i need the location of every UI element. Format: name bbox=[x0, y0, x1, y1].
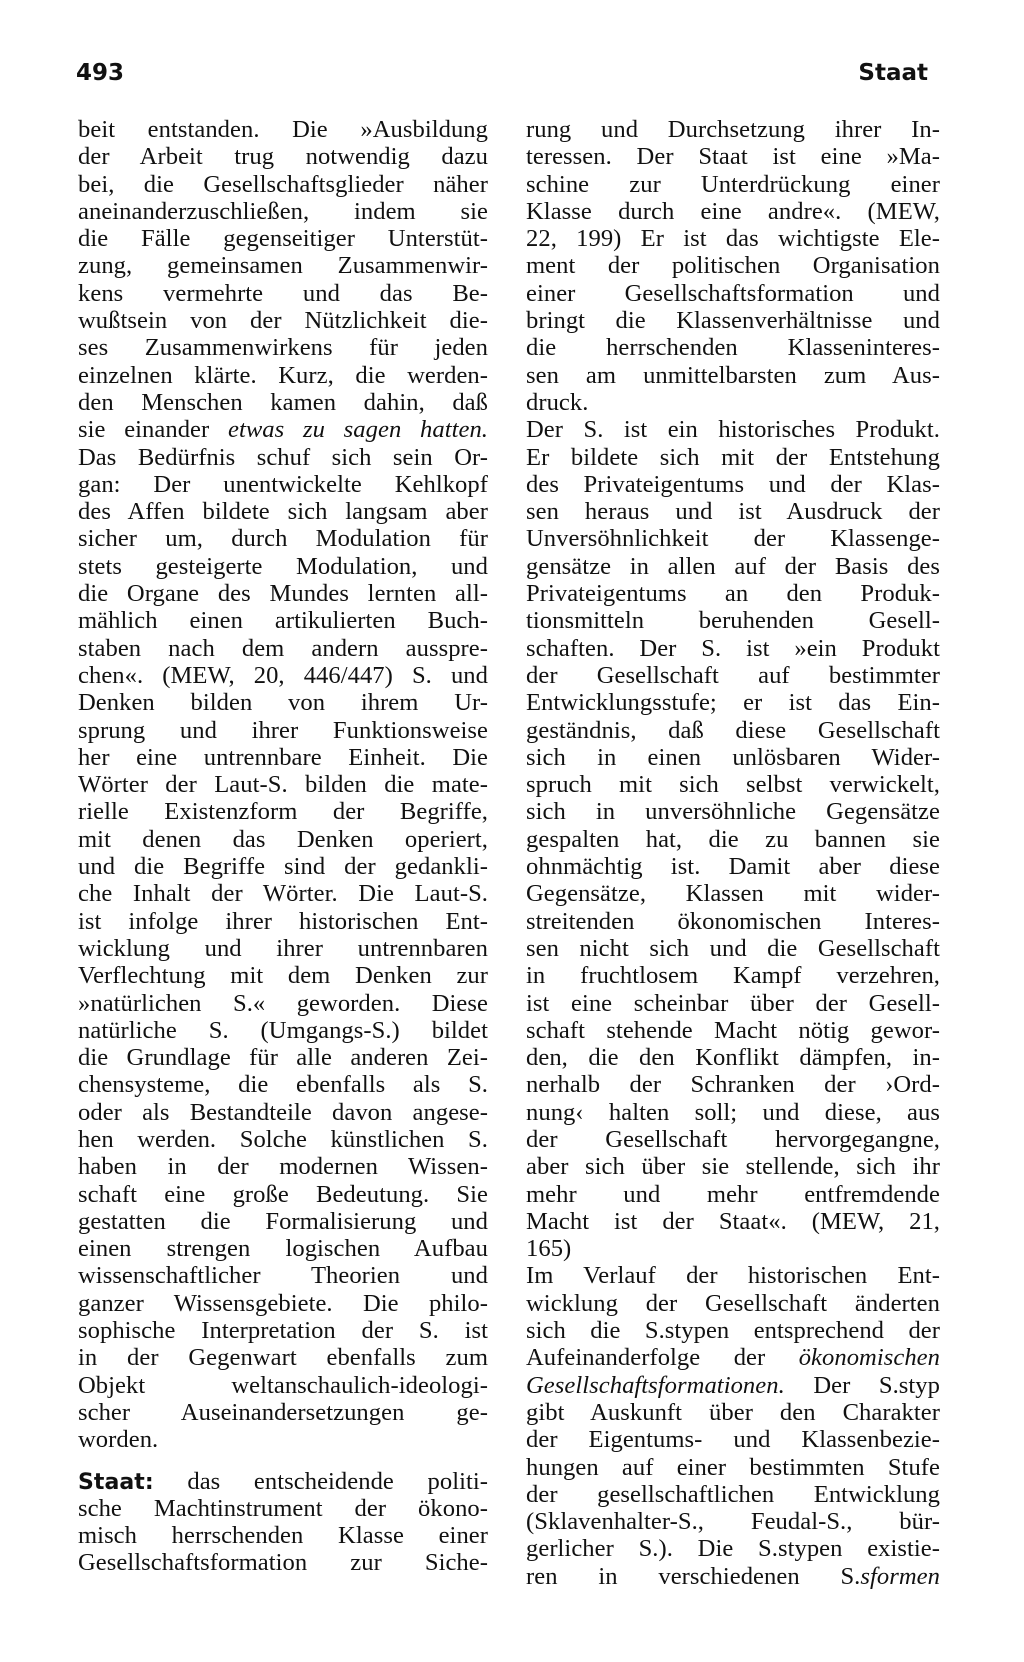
text-line bbox=[78, 525, 488, 552]
text-line bbox=[526, 225, 940, 252]
text-line bbox=[78, 1235, 488, 1262]
line-text: Gegensätze, Klassen mit wider- bbox=[526, 880, 940, 908]
line-text: die Fälle gegenseitiger Unterstüt- bbox=[78, 225, 488, 253]
right-column-text bbox=[526, 116, 940, 1590]
text-line bbox=[526, 1508, 940, 1535]
line-text: sie einander bbox=[78, 416, 210, 444]
line-text: geständnis, daß diese Gesellschaft bbox=[526, 716, 940, 744]
text-line bbox=[526, 471, 940, 498]
line-text: wicklung der Gesellschaft änderten bbox=[526, 1289, 940, 1317]
text-line bbox=[78, 908, 488, 935]
line-text: der gesellschaftlichen Entwicklung bbox=[526, 1480, 940, 1508]
right-column bbox=[526, 116, 940, 1590]
line-text: Klasse durch eine andre«. (MEW, bbox=[526, 197, 940, 225]
line-text: kens vermehrte und das Be- bbox=[78, 279, 488, 307]
line-text: Macht ist der Staat«. (MEW, 21, bbox=[526, 1207, 940, 1235]
text-line bbox=[526, 252, 940, 279]
text-line bbox=[78, 1017, 488, 1044]
text-line bbox=[526, 717, 940, 744]
text-line bbox=[526, 1208, 940, 1235]
line-text: schine zur Unterdrückung einer bbox=[526, 170, 940, 198]
text-line bbox=[526, 1317, 940, 1344]
line-text: sich in einen unlösbaren Wider- bbox=[526, 743, 940, 771]
text-line bbox=[526, 990, 940, 1017]
text-line bbox=[526, 198, 940, 225]
line-text: gibt Auskunft über den Charakter bbox=[526, 1398, 940, 1426]
line-text: aneinanderzuschließen, indem sie bbox=[78, 197, 488, 225]
text-line bbox=[78, 198, 488, 225]
line-text: spruch mit sich selbst verwickelt, bbox=[526, 771, 940, 799]
text-line bbox=[78, 580, 488, 607]
text-line bbox=[78, 1344, 488, 1371]
text-line bbox=[526, 362, 940, 389]
text-line bbox=[78, 662, 488, 689]
text-line bbox=[78, 1262, 488, 1289]
line-text: der Eigentums- und Klassenbezie- bbox=[526, 1426, 940, 1454]
line-text: Unversöhnlichkeit der Klassenge- bbox=[526, 525, 940, 553]
line-text: Wörter der Laut-S. bilden die mate- bbox=[78, 771, 488, 799]
line-text: ganzer Wissensgebiete. Die philo- bbox=[78, 1289, 488, 1317]
text-line bbox=[526, 1181, 940, 1208]
line-text: Im Verlauf der historischen Ent- bbox=[526, 1262, 940, 1290]
text-line bbox=[78, 389, 488, 416]
text-line bbox=[78, 143, 488, 170]
line-text: einen strengen logischen Aufbau bbox=[78, 1235, 488, 1263]
line-text: nung‹ halten soll; und diese, aus bbox=[526, 1098, 940, 1126]
text-line bbox=[526, 635, 940, 662]
text-line bbox=[78, 416, 488, 443]
text-line bbox=[78, 935, 488, 962]
text-line bbox=[526, 689, 940, 716]
text-line bbox=[78, 607, 488, 634]
line-text: natürliche S. (Umgangs-S.) bildet bbox=[78, 1016, 488, 1044]
text-line bbox=[526, 935, 940, 962]
text-line bbox=[78, 1468, 488, 1495]
text-line bbox=[526, 553, 940, 580]
line-text: gestatten die Formalisierung und bbox=[78, 1207, 488, 1235]
text-line bbox=[526, 307, 940, 334]
text-line bbox=[78, 1099, 488, 1126]
line-text: Entwicklungsstufe; er ist das Ein- bbox=[526, 689, 940, 717]
line-text: mit denen das Denken operiert, bbox=[78, 825, 488, 853]
line-text: rung und Durchsetzung ihrer In- bbox=[526, 116, 940, 143]
line-text: Gesellschaftsformation zur Siche- bbox=[78, 1549, 488, 1577]
text-line bbox=[78, 1399, 488, 1426]
text-line bbox=[526, 798, 940, 825]
text-line bbox=[526, 1017, 940, 1044]
line-text: Das Bedürfnis schuf sich sein Or- bbox=[78, 443, 488, 471]
line-text: wußtsein von der Nützlichkeit die- bbox=[78, 307, 488, 335]
line-text: Er bildete sich mit der Entstehung bbox=[526, 443, 940, 471]
line-text: der Arbeit trug notwendig dazu bbox=[78, 143, 488, 171]
text-line bbox=[78, 744, 488, 771]
text-line bbox=[526, 771, 940, 798]
text-line bbox=[78, 280, 488, 307]
text-line bbox=[78, 1317, 488, 1344]
italic-emphasis: etwas zu sagen hatten. bbox=[228, 416, 489, 444]
text-line bbox=[526, 1099, 940, 1126]
text-line bbox=[526, 1563, 940, 1590]
dictionary-entry-staat bbox=[78, 1468, 488, 1577]
line-text: 165) bbox=[526, 1235, 572, 1263]
line-text: druck. bbox=[526, 388, 589, 416]
line-text: streitenden ökonomischen Interes- bbox=[526, 907, 940, 935]
text-line bbox=[526, 1481, 940, 1508]
line-text: wissenschaftlicher Theorien und bbox=[78, 1262, 488, 1290]
text-line bbox=[78, 1549, 488, 1576]
line-text: sophische Interpretation der S. ist bbox=[78, 1317, 488, 1345]
line-text: Denken bilden von ihrem Ur- bbox=[78, 689, 488, 717]
line-text: aber sich über sie stellende, sich ihr bbox=[526, 1153, 940, 1181]
text-line bbox=[526, 143, 940, 170]
text-line bbox=[78, 1372, 488, 1399]
line-text: des Privateigentums und der Klas- bbox=[526, 470, 940, 498]
line-text: ist infolge ihrer historischen Ent- bbox=[78, 907, 488, 935]
text-line bbox=[78, 689, 488, 716]
text-line bbox=[78, 307, 488, 334]
line-text: che Inhalt der Wörter. Die Laut-S. bbox=[78, 880, 488, 908]
text-line bbox=[78, 635, 488, 662]
line-text: staben nach dem andern ausspre- bbox=[78, 634, 488, 662]
text-line bbox=[526, 1071, 940, 1098]
italic-emphasis: Gesellschaftsformationen. bbox=[526, 1371, 785, 1399]
text-line bbox=[526, 1235, 940, 1262]
text-line bbox=[526, 826, 940, 853]
line-text: sen nicht sich und die Gesellschaft bbox=[526, 934, 940, 962]
text-line bbox=[526, 280, 940, 307]
text-line bbox=[78, 1522, 488, 1549]
line-text: gan: Der unentwickelte Kehlkopf bbox=[78, 470, 488, 498]
line-text: sprung und ihrer Funktionsweise bbox=[78, 716, 488, 744]
italic-emphasis: ökonomischen bbox=[798, 1344, 940, 1372]
line-text: Privateigentums an den Produk- bbox=[526, 580, 940, 608]
entry-lemma: Staat: bbox=[78, 1469, 154, 1495]
line-text: gensätze in allen auf der Basis des bbox=[526, 552, 940, 580]
line-text: (Sklavenhalter-S., Feudal-S., bür- bbox=[526, 1508, 940, 1536]
text-line bbox=[78, 990, 488, 1017]
line-text: das entscheidende politi- bbox=[187, 1467, 489, 1495]
line-text: wicklung und ihrer untrennbaren bbox=[78, 934, 488, 962]
text-line bbox=[526, 1262, 940, 1289]
line-text: rielle Existenzform der Begriffe, bbox=[78, 798, 488, 826]
line-text: 22, 199) Er ist das wichtigste Ele- bbox=[526, 225, 940, 253]
line-text: gerlicher S.). Die S.stypen existie- bbox=[526, 1535, 940, 1563]
line-text: schaften. Der S. ist »ein Produkt bbox=[526, 634, 940, 662]
text-line bbox=[526, 116, 940, 143]
line-text: mählich einen artikulierten Buch- bbox=[78, 607, 488, 635]
text-line bbox=[526, 880, 940, 907]
line-text: sich die S.stypen entsprechend der bbox=[526, 1317, 940, 1345]
line-text: einer Gesellschaftsformation und bbox=[526, 279, 940, 307]
text-line bbox=[78, 826, 488, 853]
text-line bbox=[78, 1208, 488, 1235]
text-line bbox=[78, 798, 488, 825]
text-line bbox=[526, 962, 940, 989]
text-line bbox=[526, 1426, 940, 1453]
italic-emphasis: sformen bbox=[860, 1562, 940, 1590]
line-text: beit entstanden. Die »Ausbildung bbox=[78, 116, 488, 143]
text-line bbox=[78, 362, 488, 389]
text-line bbox=[526, 1153, 940, 1180]
line-text: die herrschenden Klasseninteres- bbox=[526, 334, 940, 362]
text-line bbox=[78, 553, 488, 580]
line-text: sche Machtinstrument der ökono- bbox=[78, 1494, 488, 1522]
line-text: in fruchtlosem Kampf verzehren, bbox=[526, 962, 940, 990]
text-line bbox=[78, 225, 488, 252]
text-line bbox=[526, 444, 940, 471]
line-text: hen werden. Solche künstlichen S. bbox=[78, 1125, 488, 1153]
line-text: die Organe des Mundes lernten all- bbox=[78, 580, 488, 608]
line-text: bringt die Klassenverhältnisse und bbox=[526, 307, 940, 335]
text-line bbox=[78, 880, 488, 907]
line-text: Der S.styp bbox=[784, 1371, 940, 1399]
text-line bbox=[526, 498, 940, 525]
page-number: 493 bbox=[76, 60, 125, 86]
text-line bbox=[78, 1126, 488, 1153]
line-text: Aufeinanderfolge der bbox=[526, 1344, 766, 1372]
running-title: Staat bbox=[858, 60, 928, 86]
line-text: ses Zusammenwirkens für jeden bbox=[78, 334, 488, 362]
text-line bbox=[78, 498, 488, 525]
line-text: chensysteme, die ebenfalls als S. bbox=[78, 1071, 488, 1099]
text-line bbox=[78, 116, 488, 143]
line-text: ohnmächtig ist. Damit aber diese bbox=[526, 853, 940, 881]
text-line bbox=[526, 1399, 940, 1426]
line-text: Objekt weltanschaulich-ideologi- bbox=[78, 1371, 488, 1399]
text-line bbox=[526, 1126, 940, 1153]
line-text: teressen. Der Staat ist eine »Ma- bbox=[526, 143, 940, 171]
line-text: sen am unmittelbarsten zum Aus- bbox=[526, 361, 940, 389]
line-text: und die Begriffe sind der gedankli- bbox=[78, 853, 488, 881]
text-line bbox=[526, 744, 940, 771]
text-line bbox=[78, 471, 488, 498]
text-line bbox=[526, 1535, 940, 1562]
line-text: ist eine scheinbar über der Gesell- bbox=[526, 989, 940, 1017]
line-text: ren in verschiedenen S. bbox=[526, 1562, 861, 1590]
line-text: chen«. (MEW, 20, 446/447) S. und bbox=[78, 661, 488, 689]
text-line bbox=[78, 853, 488, 880]
line-text: haben in der modernen Wissen- bbox=[78, 1153, 488, 1181]
line-text: Verflechtung mit dem Denken zur bbox=[78, 962, 488, 990]
line-text: stets gesteigerte Modulation, und bbox=[78, 552, 488, 580]
line-text: die Grundlage für alle anderen Zei- bbox=[78, 1044, 488, 1072]
line-text: gespalten hat, die zu bannen sie bbox=[526, 825, 940, 853]
text-line bbox=[78, 717, 488, 744]
text-line bbox=[526, 389, 940, 416]
text-line bbox=[526, 853, 940, 880]
text-line bbox=[526, 1372, 940, 1399]
text-line bbox=[78, 1495, 488, 1522]
text-line bbox=[526, 662, 940, 689]
line-text: nerhalb der Schranken der ›Ord- bbox=[526, 1071, 940, 1099]
line-text: her eine untrennbare Einheit. Die bbox=[78, 743, 488, 771]
line-text: den Menschen kamen dahin, daß bbox=[78, 388, 488, 416]
line-text: Der S. ist ein historisches Produkt. bbox=[526, 416, 940, 444]
line-text: schaft eine große Bedeutung. Sie bbox=[78, 1180, 488, 1208]
left-column-text bbox=[78, 116, 488, 1454]
line-text: sen heraus und ist Ausdruck der bbox=[526, 498, 940, 526]
text-line bbox=[78, 334, 488, 361]
text-line bbox=[526, 525, 940, 552]
line-text: der Gesellschaft auf bestimmter bbox=[526, 661, 940, 689]
text-line bbox=[78, 1071, 488, 1098]
text-line bbox=[526, 1344, 940, 1371]
line-text: bei, die Gesellschaftsglieder näher bbox=[78, 170, 488, 198]
line-text: worden. bbox=[78, 1426, 159, 1454]
line-text: »natürlichen S.« geworden. Diese bbox=[78, 989, 488, 1017]
text-line bbox=[78, 444, 488, 471]
text-line bbox=[526, 908, 940, 935]
text-line bbox=[78, 1044, 488, 1071]
text-line bbox=[526, 1044, 940, 1071]
line-text: oder als Bestandteile davon angese- bbox=[78, 1098, 488, 1126]
line-text: misch herrschenden Klasse einer bbox=[78, 1522, 488, 1550]
text-line bbox=[78, 1290, 488, 1317]
text-line bbox=[78, 771, 488, 798]
line-text: sicher um, durch Modulation für bbox=[78, 525, 488, 553]
line-text: in der Gegenwart ebenfalls zum bbox=[78, 1344, 488, 1372]
line-text: der Gesellschaft hervorgegangne, bbox=[526, 1125, 940, 1153]
paragraph-gap bbox=[78, 1454, 488, 1468]
text-line bbox=[78, 1181, 488, 1208]
text-line bbox=[526, 171, 940, 198]
line-text: zung, gemeinsamen Zusammenwir- bbox=[78, 252, 488, 280]
text-line bbox=[78, 962, 488, 989]
line-text: des Affen bildete sich langsam aber bbox=[78, 498, 488, 526]
text-line bbox=[526, 607, 940, 634]
line-text: mehr und mehr entfremdende bbox=[526, 1180, 940, 1208]
line-text: einzelnen klärte. Kurz, die werden- bbox=[78, 361, 488, 389]
line-text: ment der politischen Organisation bbox=[526, 252, 940, 280]
line-text: tionsmitteln beruhenden Gesell- bbox=[526, 607, 940, 635]
text-line bbox=[526, 580, 940, 607]
left-column bbox=[78, 116, 488, 1577]
text-line bbox=[78, 1153, 488, 1180]
text-line bbox=[526, 416, 940, 443]
line-text: hungen auf einer bestimmten Stufe bbox=[526, 1453, 940, 1481]
text-line bbox=[526, 1290, 940, 1317]
line-text: scher Auseinandersetzungen ge- bbox=[78, 1398, 488, 1426]
line-text: sich in unversöhnliche Gegensätze bbox=[526, 798, 940, 826]
text-line bbox=[526, 1454, 940, 1481]
text-line bbox=[78, 1426, 488, 1453]
text-line bbox=[78, 252, 488, 279]
text-line bbox=[78, 171, 488, 198]
line-text: schaft stehende Macht nötig gewor- bbox=[526, 1016, 940, 1044]
text-line bbox=[526, 334, 940, 361]
line-text: den, die den Konflikt dämpfen, in- bbox=[526, 1044, 940, 1072]
